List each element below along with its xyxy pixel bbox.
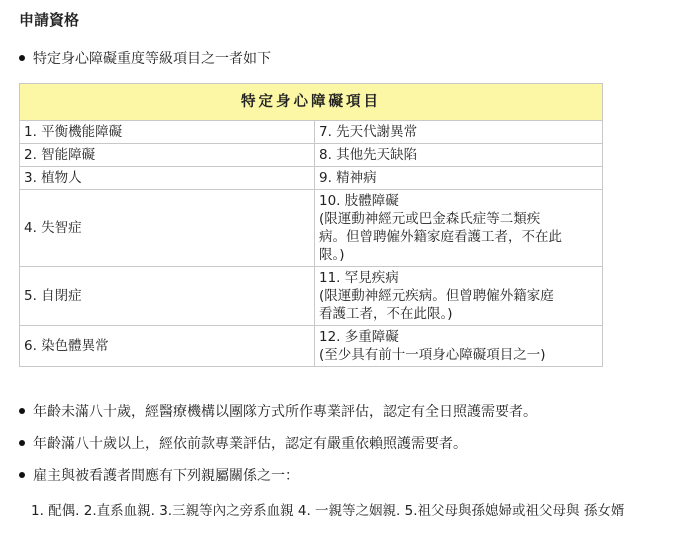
table-header-row — [20, 84, 603, 121]
intro-bullet-text: 特定身心障礙重度等級項目之一者如下 — [33, 51, 271, 67]
table-title: 特定身心障礙項目 — [20, 84, 603, 121]
table-row — [20, 326, 603, 367]
table-cell-line: 看護工者，不在此限。) — [319, 306, 453, 322]
table-cell-left: 3. 植物人 — [20, 167, 315, 190]
table-cell-left: 1. 平衡機能障礙 — [20, 121, 315, 144]
table-row — [20, 121, 603, 144]
table-cell-line: 11. 罕見疾病 — [319, 270, 399, 286]
table-cell-right — [315, 326, 603, 367]
disability-items-table — [19, 83, 603, 367]
bullet-text: 年齡未滿八十歲，經醫療機構以團隊方式所作專業評估，認定有全日照護需要者。 — [33, 404, 537, 420]
table-cell-right — [315, 267, 603, 326]
table-cell-line: (限運動神經元或巴金森氏症等二類疾 — [319, 211, 541, 227]
table-cell-line: 9. 精神病 — [319, 170, 377, 186]
table-cell-line: 7. 先天代謝異常 — [319, 124, 418, 140]
table-cell-left: 6. 染色體異常 — [20, 326, 315, 367]
bullet-icon — [19, 440, 25, 446]
table-cell-line: 病。但曾聘僱外籍家庭看護工者，不在此 — [319, 229, 562, 245]
eligibility-bullet — [19, 433, 467, 453]
table-row — [20, 267, 603, 326]
table-cell-left: 4. 失智症 — [20, 190, 315, 267]
table-cell-line: (至少具有前十一項身心障礙項目之一) — [319, 347, 546, 363]
table-cell-line: 12. 多重障礙 — [319, 329, 399, 345]
table-cell-line: (限運動神經元疾病。但曾聘僱外籍家庭 — [319, 288, 554, 304]
table-cell-line: 10. 肢體障礙 — [319, 193, 399, 209]
table-row — [20, 144, 603, 167]
table-cell-right — [315, 144, 603, 167]
relations-list: 1. 配偶. 2.直系血親. 3.三親等內之旁系血親 4. 一親等之姻親. 5.祖父母與孫媳婦或祖父母與 孫女婿 — [31, 503, 625, 519]
table-row — [20, 190, 603, 267]
table-cell-left: 2. 智能障礙 — [20, 144, 315, 167]
bullet-icon — [19, 408, 25, 414]
intro-bullet — [19, 48, 271, 68]
bullet-icon — [19, 472, 25, 478]
bullet-text: 雇主與被看護者間應有下列親屬關係之一： — [33, 468, 299, 484]
eligibility-bullet — [19, 465, 299, 485]
table-cell-line: 限。) — [319, 247, 345, 263]
table-cell-left: 5. 自閉症 — [20, 267, 315, 326]
bullet-icon — [19, 55, 25, 61]
eligibility-bullet — [19, 401, 537, 421]
table-cell-right — [315, 167, 603, 190]
table-row — [20, 167, 603, 190]
table-cell-right — [315, 190, 603, 267]
bullet-text: 年齡滿八十歲以上，經依前款專業評估，認定有嚴重依賴照護需要者。 — [33, 436, 467, 452]
page-title: 申請資格 — [19, 11, 80, 29]
table-cell-right — [315, 121, 603, 144]
table-cell-line: 8. 其他先天缺陷 — [319, 147, 418, 163]
